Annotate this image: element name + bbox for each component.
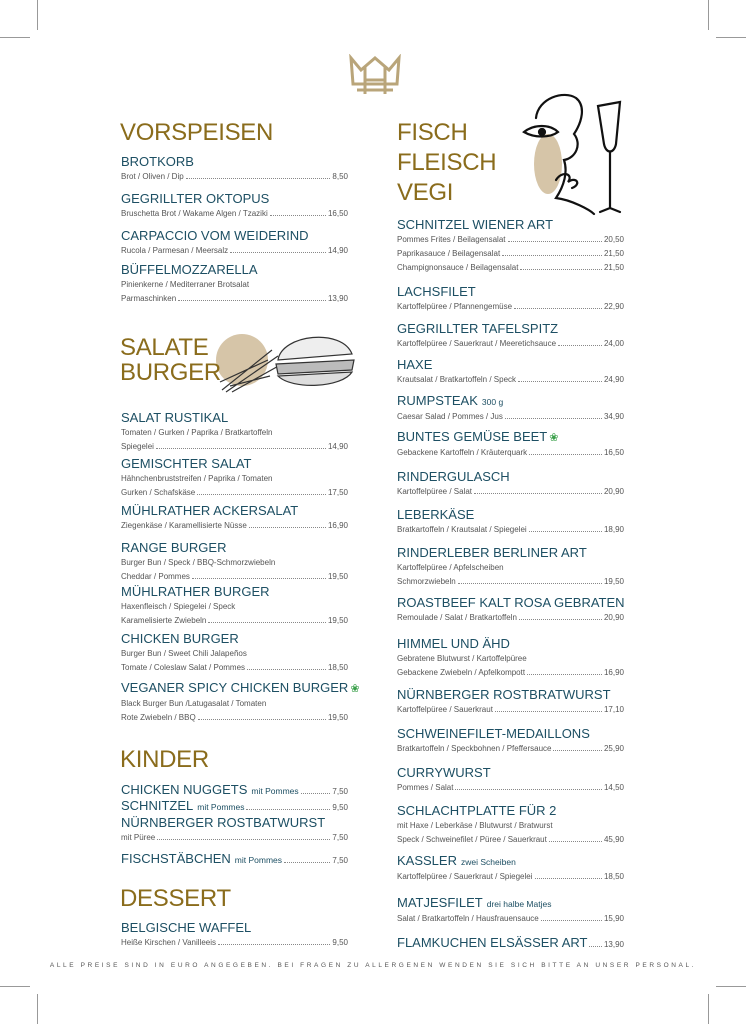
menu-item-title: KASSLER xyxy=(397,853,457,868)
menu-item-title: CHICKEN BURGER xyxy=(121,631,239,646)
heading-salate: SALATE xyxy=(120,334,209,361)
dot-leader xyxy=(246,809,330,810)
dot-leader xyxy=(198,719,326,720)
description-text: Paprikasauce / Beilagensalat xyxy=(397,249,501,258)
menu-item-title-row xyxy=(397,284,624,300)
crop-mark xyxy=(716,986,746,987)
menu-item-title-row xyxy=(397,853,624,870)
menu-item-title: BÜFFELMOZZARELLA xyxy=(121,262,258,277)
menu-item-description xyxy=(121,207,348,221)
menu-item xyxy=(121,920,348,950)
description-text: Cheddar / Pommes xyxy=(121,572,190,581)
dot-leader xyxy=(208,622,326,623)
dot-leader xyxy=(589,946,601,947)
description-text: Brot / Oliven / Dip xyxy=(121,172,184,181)
crop-mark xyxy=(0,37,30,38)
description-text: Speck / Schweinefilet / Püree / Sauerkraut xyxy=(397,835,547,844)
menu-item-price: 8,50 xyxy=(332,172,348,181)
menu-item-description xyxy=(397,561,624,575)
menu-item-title: LEBERKÄSE xyxy=(397,507,475,522)
menu-item-title: SCHNITZEL WIENER ART xyxy=(397,217,554,232)
menu-item-title: HIMMEL UND ÄHD xyxy=(397,636,510,651)
dot-leader xyxy=(270,215,326,216)
menu-item-description xyxy=(397,819,624,833)
menu-item-description xyxy=(397,247,624,261)
menu-item xyxy=(121,540,348,584)
menu-item-title-row xyxy=(397,636,624,652)
description-text: Gebackene Zwiebeln / Apfelkompott xyxy=(397,668,526,677)
crop-mark xyxy=(708,0,709,30)
menu-item-price: 20,90 xyxy=(603,487,624,496)
menu-item-description xyxy=(121,697,348,711)
menu-item-price: 16,90 xyxy=(327,521,348,530)
menu-item xyxy=(397,507,624,537)
menu-item-price: 19,50 xyxy=(327,616,348,625)
heading-vegi: VEGI xyxy=(397,179,454,206)
menu-item-price: 9,50 xyxy=(332,803,348,812)
menu-item-price: 7,50 xyxy=(332,833,348,842)
menu-item-description xyxy=(121,936,348,950)
menu-item-title-row xyxy=(397,217,624,233)
description-text: Kartoffelpüree / Pfannengemüse xyxy=(397,302,513,311)
menu-item-description xyxy=(121,244,348,258)
description-text: Krautsalat / Bratkartoffeln / Speck xyxy=(397,375,517,384)
menu-item-description xyxy=(121,278,348,292)
menu-item-title-row xyxy=(121,680,360,697)
dot-leader xyxy=(230,252,326,253)
menu-item-title-row xyxy=(121,798,348,816)
menu-item-title-row xyxy=(397,726,624,742)
description-text: Bruschetta Brot / Wakame Algen / Tzaziki xyxy=(121,209,268,218)
menu-item-title-row xyxy=(121,920,348,936)
menu-item xyxy=(397,429,624,460)
description-text: Gebackene Kartoffeln / Kräuterquark xyxy=(397,448,528,457)
menu-item-title-row xyxy=(121,584,348,600)
description-text: Champignonsauce / Beilagensalat xyxy=(397,263,519,272)
menu-item-price: 18,50 xyxy=(603,872,624,881)
menu-item-title-row xyxy=(121,540,348,556)
menu-item-description xyxy=(121,440,348,454)
menu-item xyxy=(397,687,624,717)
menu-item-title-row xyxy=(397,765,624,781)
menu-item-description xyxy=(397,446,624,460)
heading-kinder: KINDER xyxy=(120,746,209,773)
menu-item-title: VEGANER SPICY CHICKEN BURGER xyxy=(121,680,349,695)
menu-item-price: 7,50 xyxy=(332,787,348,796)
menu-item-description xyxy=(121,292,348,306)
menu-item-description xyxy=(397,742,624,756)
menu-item-note: mit Pommes xyxy=(234,855,283,865)
description-text: Heiße Kirschen / Vanilleeis xyxy=(121,938,217,947)
menu-item-title: CURRYWURST xyxy=(397,765,491,780)
menu-item-price: 13,90 xyxy=(603,940,624,949)
menu-item-title-row xyxy=(397,895,624,912)
menu-item-title: RANGE BURGER xyxy=(121,540,227,555)
burger-fries-illustration xyxy=(212,320,362,400)
description-text: Tomate / Coleslaw Salat / Pommes xyxy=(121,663,246,672)
description-text: Kartoffelpüree / Sauerkraut / Meeretichsauce xyxy=(397,339,557,348)
menu-item-description xyxy=(397,781,624,795)
menu-item-price: 20,50 xyxy=(603,235,624,244)
menu-item-price: 24,00 xyxy=(603,339,624,348)
menu-item-title-row xyxy=(397,393,624,410)
menu-item-title-row xyxy=(397,935,624,953)
menu-item-description xyxy=(397,410,624,424)
menu-item-price: 19,50 xyxy=(327,713,348,722)
menu-item-description xyxy=(121,472,348,486)
menu-item-title-row xyxy=(121,631,348,647)
menu-item xyxy=(397,853,624,884)
menu-item xyxy=(121,584,348,628)
dot-leader xyxy=(284,862,330,863)
menu-item-title: SCHLACHTPLATTE FÜR 2 xyxy=(397,803,557,818)
menu-item-title: RINDERLEBER BERLINER ART xyxy=(397,545,587,560)
dot-leader xyxy=(549,841,602,842)
description-text: Burger Bun / Speck / BBQ-Schmorzwiebeln xyxy=(121,558,276,567)
menu-item xyxy=(397,803,624,847)
menu-item-title: MÜHLRATHER BURGER xyxy=(121,584,270,599)
menu-item-description xyxy=(121,426,348,440)
menu-item-price: 16,90 xyxy=(603,668,624,677)
menu-item-description xyxy=(121,647,348,661)
dot-leader xyxy=(558,345,602,346)
menu-item-title: NÜRNBERGER ROSTBRATWURST xyxy=(397,687,611,702)
menu-item xyxy=(397,765,624,795)
vegan-icon: ❀ xyxy=(350,683,360,695)
menu-item-price: 14,90 xyxy=(327,246,348,255)
menu-item xyxy=(121,851,348,869)
description-text: Burger Bun / Sweet Chili Jalapeños xyxy=(121,649,247,658)
description-text: Gebratene Blutwurst / Kartoffelpüree xyxy=(397,654,527,663)
menu-item xyxy=(397,726,624,756)
dot-leader xyxy=(247,669,326,670)
menu-item-description xyxy=(121,711,348,725)
description-text: Rucola / Parmesan / Meersalz xyxy=(121,246,229,255)
dot-leader xyxy=(505,418,602,419)
menu-item xyxy=(397,895,624,926)
menu-item xyxy=(397,393,624,424)
menu-item-title-row xyxy=(397,469,624,485)
menu-item-price: 21,50 xyxy=(603,263,624,272)
menu-item-title: RUMPSTEAK xyxy=(397,393,478,408)
dot-leader xyxy=(553,750,602,751)
menu-item-title-row xyxy=(121,456,348,472)
description-text: Parmaschinken xyxy=(121,294,177,303)
dot-leader xyxy=(156,448,326,449)
menu-item-price: 17,10 xyxy=(603,705,624,714)
menu-item-price: 16,50 xyxy=(327,209,348,218)
dot-leader xyxy=(508,241,602,242)
description-text: Haxenfleisch / Spiegelei / Speck xyxy=(121,602,236,611)
dot-leader xyxy=(458,583,602,584)
menu-item-description xyxy=(121,486,348,500)
menu-item-title-row xyxy=(121,228,348,244)
dot-leader xyxy=(529,454,602,455)
dot-leader xyxy=(157,839,330,840)
menu-item-description xyxy=(397,575,624,589)
dot-leader xyxy=(518,381,602,382)
dot-leader xyxy=(301,793,331,794)
menu-item-price: 14,90 xyxy=(327,442,348,451)
dot-leader xyxy=(527,674,602,675)
menu-item-title: BUNTES GEMÜSE BEET xyxy=(397,429,548,444)
menu-item xyxy=(121,262,348,306)
menu-item-price: 15,90 xyxy=(603,914,624,923)
description-text: Kartoffelpüree / Sauerkraut / Spiegelei xyxy=(397,872,533,881)
menu-item-title-row xyxy=(397,321,624,337)
menu-item-price: 24,90 xyxy=(603,375,624,384)
description-text: mit Haxe / Leberkäse / Blutwurst / Bratwurst xyxy=(397,821,553,830)
menu-item xyxy=(397,636,624,680)
menu-item-note: zwei Scheiben xyxy=(460,857,516,867)
menu-item-price: 22,90 xyxy=(603,302,624,311)
dot-leader xyxy=(249,527,326,528)
dot-leader xyxy=(455,789,602,790)
dot-leader xyxy=(514,308,602,309)
dot-leader xyxy=(529,531,602,532)
menu-item-title-row xyxy=(397,803,624,819)
description-text: Black Burger Bun /Latugasalat / Tomaten xyxy=(121,699,267,708)
menu-item-description xyxy=(121,556,348,570)
description-text: Pommes Frites / Beilagensalat xyxy=(397,235,506,244)
menu-item xyxy=(121,631,348,675)
menu-item-description xyxy=(397,523,624,537)
vegan-icon: ❀ xyxy=(549,432,559,444)
menu-item xyxy=(397,217,624,275)
menu-item xyxy=(397,469,624,499)
menu-item-title: ROASTBEEF KALT ROSA GEBRATEN xyxy=(397,595,625,610)
menu-item xyxy=(121,228,348,258)
menu-item-price: 16,50 xyxy=(603,448,624,457)
dot-leader xyxy=(495,711,602,712)
heading-fleisch: FLEISCH xyxy=(397,149,497,176)
menu-item-price: 21,50 xyxy=(603,249,624,258)
menu-item-description xyxy=(397,611,624,625)
menu-item-note: 300 g xyxy=(481,397,504,407)
menu-item-title-row xyxy=(121,503,348,519)
menu-item-title-row xyxy=(121,815,348,831)
menu-item-title: HAXE xyxy=(397,357,433,372)
description-text: Pinienkerne / Mediterraner Brotsalat xyxy=(121,280,250,289)
menu-item-description xyxy=(397,833,624,847)
menu-item-title-row xyxy=(397,687,624,703)
dot-leader xyxy=(520,269,602,270)
menu-item-description xyxy=(397,870,624,884)
menu-item-title: MATJESFILET xyxy=(397,895,483,910)
menu-item xyxy=(121,456,348,500)
menu-item xyxy=(121,154,348,184)
menu-item-description xyxy=(121,519,348,533)
menu-item-description xyxy=(397,666,624,680)
menu-item-title: SALAT RUSTIKAL xyxy=(121,410,229,425)
menu-item xyxy=(121,798,348,816)
menu-item-title: CHICKEN NUGGETS xyxy=(121,782,248,797)
dot-leader xyxy=(502,255,602,256)
dot-leader xyxy=(218,944,330,945)
menu-item-title-row xyxy=(397,545,624,561)
heading-dessert: DESSERT xyxy=(120,885,231,912)
heading-vorspeisen: VORSPEISEN xyxy=(120,119,274,146)
menu-item-title-row xyxy=(121,851,348,869)
menu-item-title: FLAMKUCHEN ELSÄSSER ART xyxy=(397,935,588,950)
menu-item-title: GEGRILLTER TAFELSPITZ xyxy=(397,321,559,336)
menu-item-description xyxy=(397,652,624,666)
description-text: Caesar Salad / Pommes / Jus xyxy=(397,412,503,421)
description-text: Kartoffelpüree / Salat xyxy=(397,487,473,496)
menu-item-price: 9,50 xyxy=(332,938,348,947)
menu-item xyxy=(397,284,624,314)
dot-leader xyxy=(197,494,326,495)
menu-item-price: 19,50 xyxy=(327,572,348,581)
menu-item-title: RINDERGULASCH xyxy=(397,469,510,484)
menu-item xyxy=(121,815,348,845)
menu-item-title: FISCHSTÄBCHEN xyxy=(121,851,231,866)
menu-item-title: BELGISCHE WAFFEL xyxy=(121,920,252,935)
dot-leader xyxy=(186,178,331,179)
description-text: Hähnchenbruststreifen / Paprika / Tomaten xyxy=(121,474,273,483)
menu-item-description xyxy=(397,300,624,314)
crop-mark xyxy=(708,994,709,1024)
dot-leader xyxy=(192,578,326,579)
description-text: Kartoffelpüree / Apfelscheiben xyxy=(397,563,504,572)
menu-item-price: 7,50 xyxy=(332,856,348,865)
menu-item-price: 18,90 xyxy=(603,525,624,534)
menu-item-description xyxy=(397,485,624,499)
menu-item-description xyxy=(397,912,624,926)
menu-item xyxy=(397,357,624,387)
menu-item xyxy=(397,935,624,953)
menu-item-price: 17,50 xyxy=(327,488,348,497)
crop-mark xyxy=(37,0,38,30)
menu-item-description xyxy=(121,600,348,614)
menu-item xyxy=(397,545,624,589)
crop-mark xyxy=(716,37,746,38)
menu-item-title-row xyxy=(121,410,348,426)
face-line-art-illustration xyxy=(516,88,628,218)
menu-item-note: drei halbe Matjes xyxy=(486,899,552,909)
dot-leader xyxy=(535,878,602,879)
menu-item-price: 18,50 xyxy=(327,663,348,672)
description-text: Kartoffelpüree / Sauerkraut xyxy=(397,705,493,714)
dot-leader xyxy=(474,493,602,494)
menu-item-price: 25,90 xyxy=(603,744,624,753)
menu-item xyxy=(397,595,624,625)
menu-item-description xyxy=(397,337,624,351)
menu-item-note: mit Pommes xyxy=(197,802,245,812)
menu-item-title: SCHWEINEFILET-MEDAILLONS xyxy=(397,726,590,741)
menu-item-title-row xyxy=(121,154,348,170)
menu-item-price: 45,90 xyxy=(603,835,624,844)
menu-item-description xyxy=(397,373,624,387)
dot-leader xyxy=(519,619,602,620)
crown-logo xyxy=(347,54,403,98)
menu-item-description xyxy=(121,614,348,628)
description-text: Bratkartoffeln / Krautsalat / Spiegelei xyxy=(397,525,527,534)
menu-item-description xyxy=(397,261,624,275)
description-text: Bratkartoffeln / Speckbohnen / Pfeffersauce xyxy=(397,744,552,753)
description-text: Tomaten / Gurken / Paprika / Bratkartoffeln xyxy=(121,428,273,437)
menu-item-price: 19,50 xyxy=(603,577,624,586)
menu-item-price: 34,90 xyxy=(603,412,624,421)
menu-item xyxy=(397,321,624,351)
description-text: Spiegelei xyxy=(121,442,154,451)
description-text: Karamelisierte Zwiebeln xyxy=(121,616,207,625)
menu-item-title: LACHSFILET xyxy=(397,284,476,299)
menu-item-title-row xyxy=(397,507,624,523)
heading-fisch: FISCH xyxy=(397,119,468,146)
description-text: Pommes / Salat xyxy=(397,783,454,792)
menu-item xyxy=(121,503,348,533)
menu-item-description xyxy=(397,233,624,247)
menu-item xyxy=(121,680,360,725)
menu-item-description xyxy=(121,170,348,184)
crop-mark xyxy=(37,994,38,1024)
footer-note: ALLE PREISE SIND IN EURO ANGEGEBEN. BEI FRAGEN ZU ALLERGENEN WENDEN SIE SICH BITTE AN UNSER PERSONAL. xyxy=(49,962,697,969)
menu-item xyxy=(121,410,348,454)
menu-item-description xyxy=(121,661,348,675)
menu-item-title: MÜHLRATHER ACKERSALAT xyxy=(121,503,299,518)
menu-item-title-row xyxy=(121,191,348,207)
menu-item-title-row xyxy=(121,262,348,278)
menu-item-title: SCHNITZEL xyxy=(121,798,194,813)
menu-item-title: GEMISCHTER SALAT xyxy=(121,456,252,471)
dot-leader xyxy=(541,920,602,921)
description-text: Rote Zwiebeln / BBQ xyxy=(121,713,196,722)
menu-item-price: 14,50 xyxy=(603,783,624,792)
description-text: Remoulade / Salat / Bratkartoffeln xyxy=(397,613,517,622)
menu-item-description xyxy=(121,570,348,584)
menu-item-title: GEGRILLTER OKTOPUS xyxy=(121,191,270,206)
dot-leader xyxy=(178,300,326,301)
menu-item-price: 13,90 xyxy=(327,294,348,303)
description-text: Schmorzwiebeln xyxy=(397,577,456,586)
menu-item-title: CARPACCIO VOM WEIDERIND xyxy=(121,228,309,243)
menu-item-note: mit Pommes xyxy=(251,786,299,796)
heading-burger: BURGER xyxy=(120,359,221,386)
menu-item xyxy=(121,191,348,221)
menu-item-description xyxy=(397,703,624,717)
description-text: mit Püree xyxy=(121,833,156,842)
menu-item-title-row xyxy=(397,429,624,446)
menu-item-description xyxy=(121,831,348,845)
menu-item-title: NÜRNBERGER ROSTBATWURST xyxy=(121,815,326,830)
crop-mark xyxy=(0,986,30,987)
menu-item-title-row xyxy=(397,595,624,611)
menu-item-price: 20,90 xyxy=(603,613,624,622)
description-text: Salat / Bratkartoffeln / Hausfrauensauce xyxy=(397,914,539,923)
menu-item-title: BROTKORB xyxy=(121,154,194,169)
description-text: Ziegenkäse / Karamellisierte Nüsse xyxy=(121,521,247,530)
description-text: Gurken / Schafskäse xyxy=(121,488,196,497)
menu-item-title-row xyxy=(397,357,624,373)
